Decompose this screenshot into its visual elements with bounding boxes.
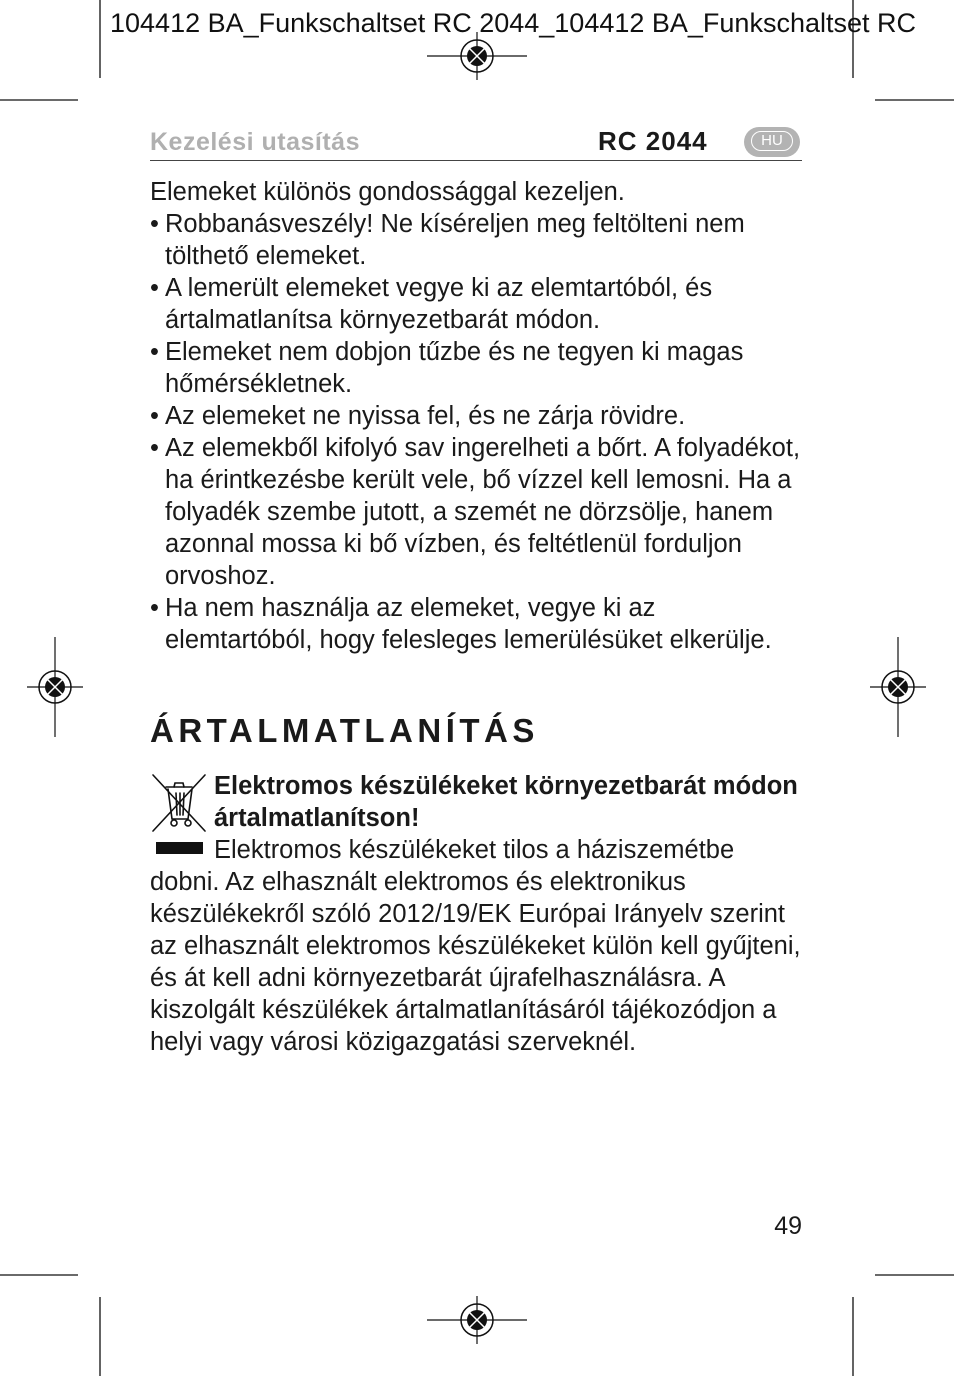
registration-mark-top [427, 32, 527, 80]
battery-intro: Elemeket különös gondossággal kezeljen. [150, 178, 625, 206]
registration-mark-right [870, 637, 926, 737]
page-number: 49 [774, 1212, 802, 1240]
disposal-heading: Elektromos készülékeket környezetbarát módon ártalmatlanítson! [214, 772, 798, 832]
print-slug-line: 104412 BA_Funkschaltset RC 2044_104412 BA_Funkschaltset RC [110, 8, 916, 38]
battery-notes [150, 176, 802, 656]
language-badge [744, 127, 800, 157]
running-header [150, 126, 802, 161]
battery-bullet-list [150, 208, 802, 656]
list-item: • Ha nem használja az elemeket, vegye ki az elemtartóból, hogy felesleges lemerülésüket elkerülje. [150, 592, 802, 656]
list-item: • Robbanásveszély! Ne kíséreljen meg feltölteni nem tölthető elemeket. [150, 208, 802, 272]
list-item: • Az elemekből kifolyó sav ingerelheti a bőrt. A folyadékot, ha érintkezésbe került vele, bő vízzel kell lemosni. Ha a folyadék szembe jutott, a szemét ne dörzsölje, hanem azonnal mossa ki bő vízben, és feltétlenül forduljon orvoshoz. [150, 432, 802, 592]
section-title-disposal: ÁRTALMATLANÍTÁS [150, 712, 539, 749]
disposal-body: Elektromos készülékeket tilos a háziszemétbe dobni. Az elhasznált elektromos és elektronikus készülékekről szóló 2012/19/EK Európai Irányelv szerint az elhasznált elektromos készülékeket külön kell gyűjteni, és át kell adni környezetbarát újrafelhasználásra. A kiszolgált készülékek ártalmatlanításáról tájékozódjon a helyi vagy városi közigazgatási szerveknél. [150, 836, 801, 1056]
crossed-out-wheelie-bin-icon [150, 773, 208, 833]
language-badge-label: HU [751, 131, 793, 151]
registration-mark-left [27, 637, 83, 737]
list-item: • Az elemeket ne nyissa fel, és ne zárja rövidre. [150, 400, 802, 432]
header-section-label: Kezelési utasítás [150, 128, 360, 156]
list-item: • Elemeket nem dobjon tűzbe és ne tegyen ki magas hőmérsékletnek. [150, 336, 802, 400]
header-model: RC 2044 [598, 126, 708, 156]
list-item: • A lemerült elemeket vegye ki az elemtartóból, és ártalmatlanítsa környezetbarát módon. [150, 272, 802, 336]
registration-mark-bottom [427, 1296, 527, 1344]
